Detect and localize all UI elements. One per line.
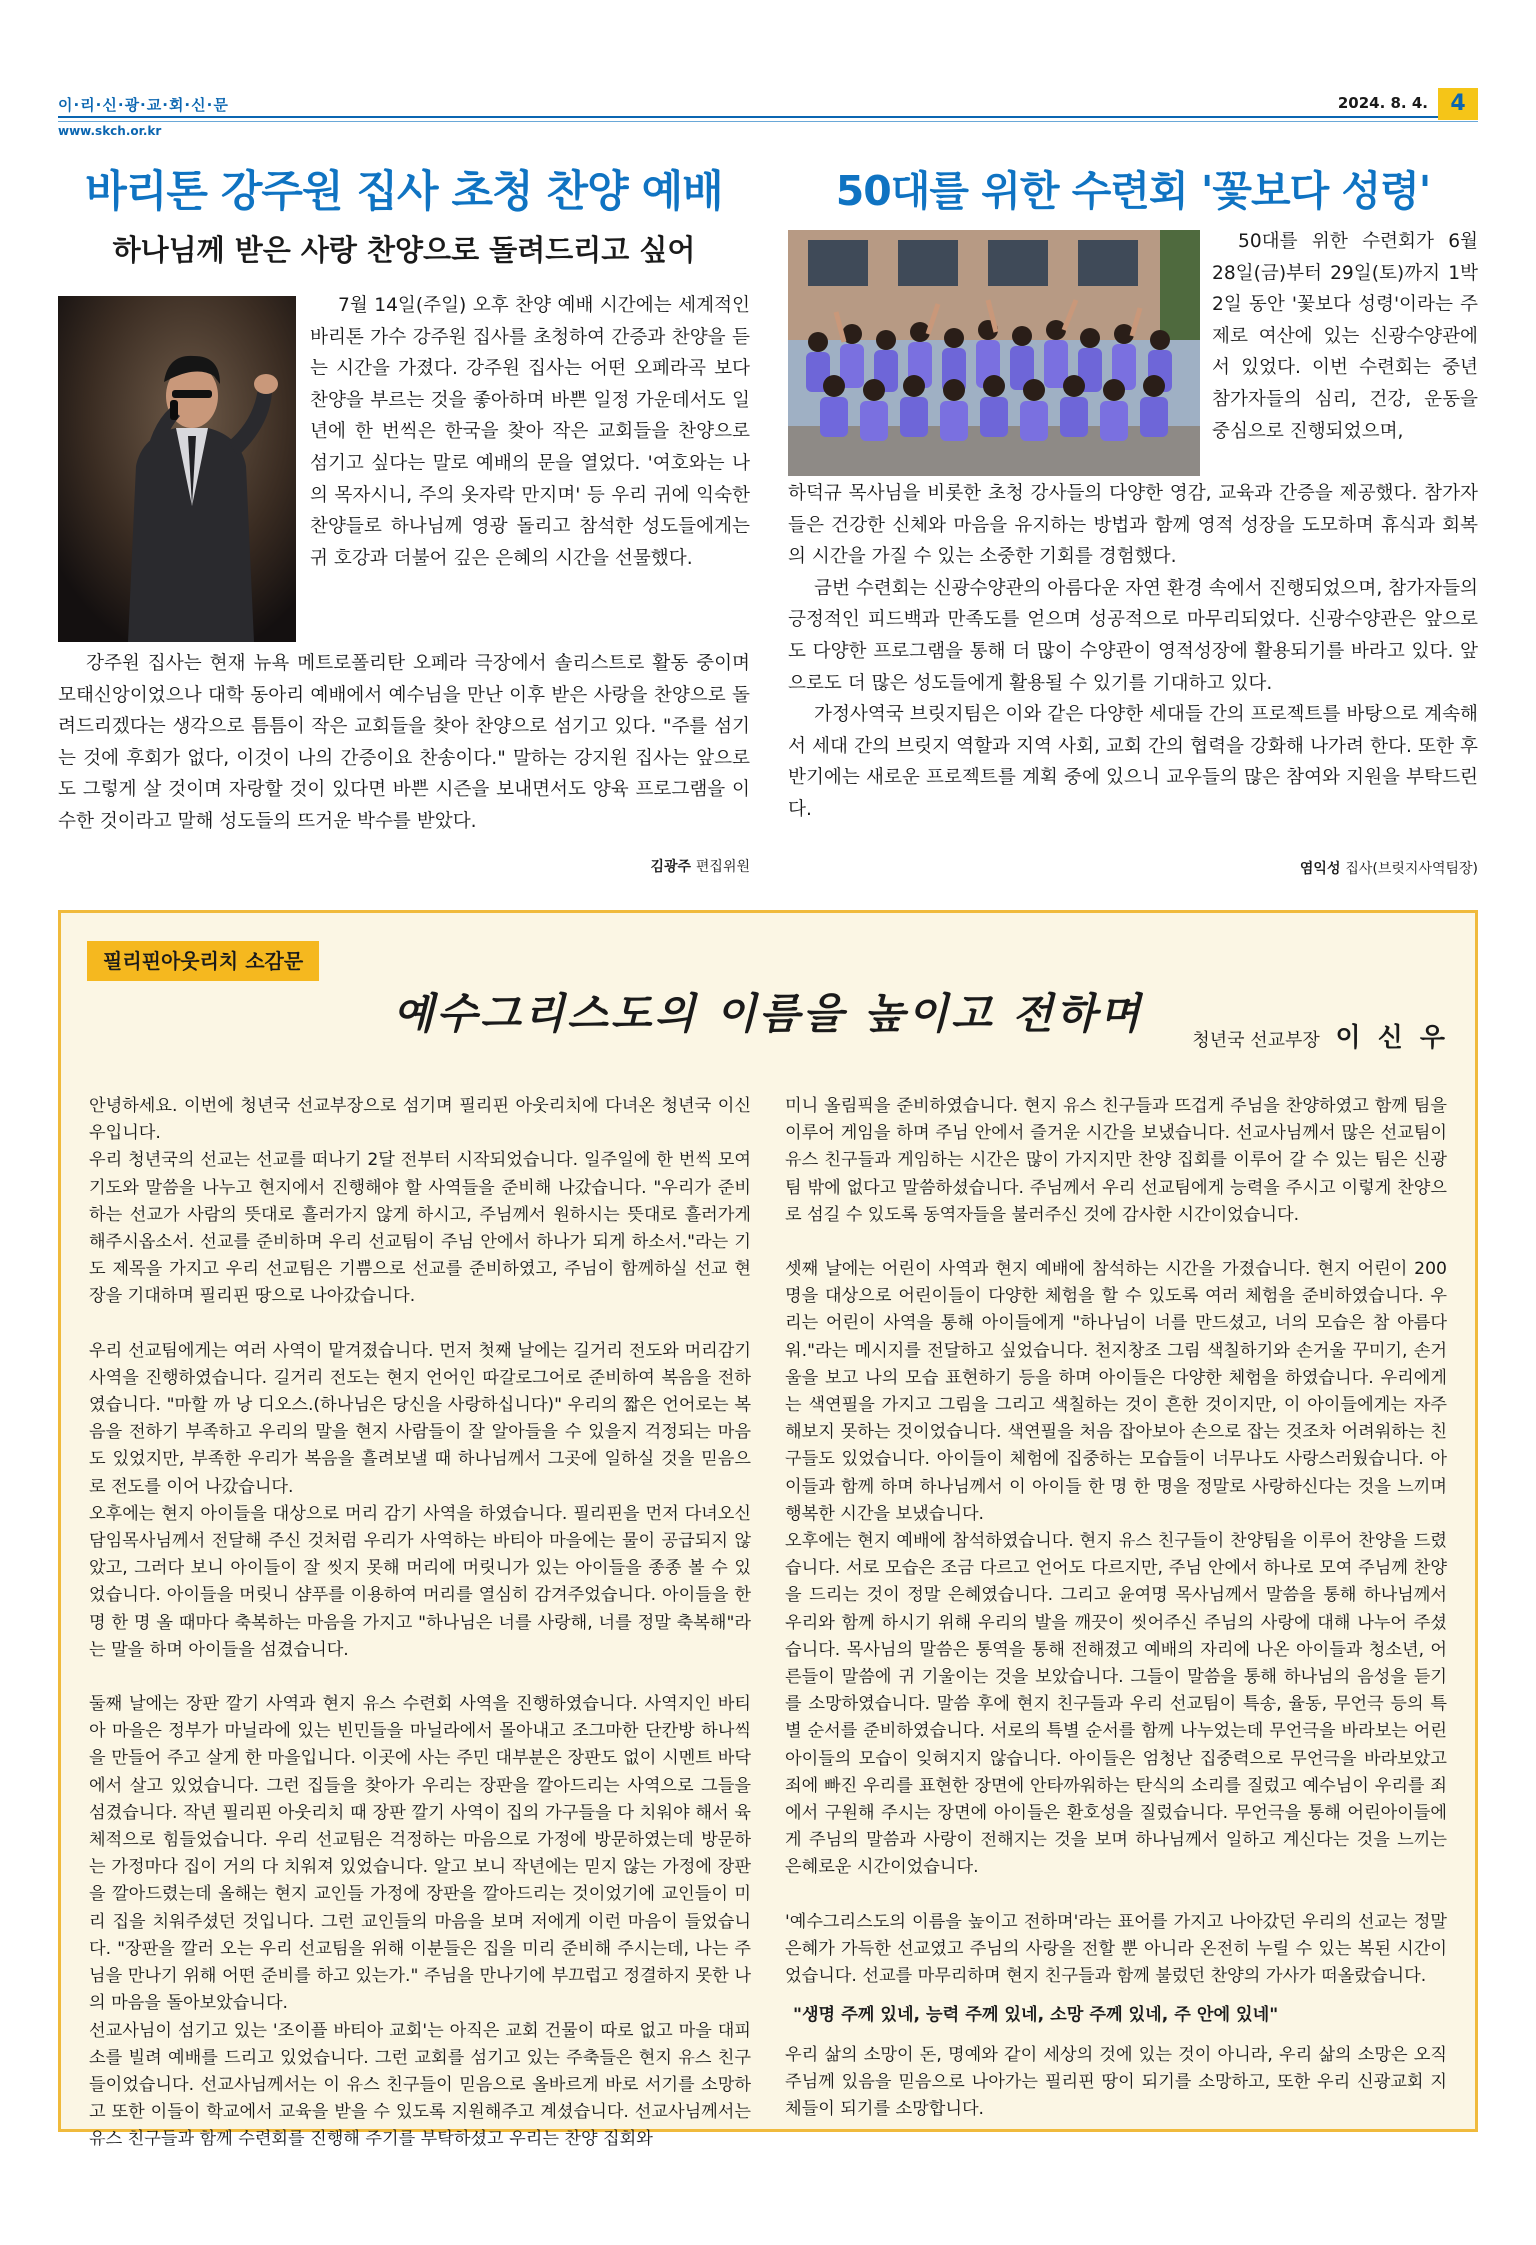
paragraph: 미니 올림픽을 준비하였습니다. 현지 유스 친구들과 뜨겁게 주님을 찬양하였고 함께 팀을 이루어 게임을 하며 주님 안에서 즐거운 시간을 보냈습니다. 선교사님께서 많은 선교팀이 유스 친구들과 게임하는 시간은 많이 가지지만 찬양 집회를 이루어 갈 수 있는 팀은 신광팀 밖에 없다고 말씀하셨습니다. 주님께서 우리 선교팀에게 능력을 주시고 이렇게 찬양으로 섬길 수 있도록 동역자들을 불러주신 것에 감사한 시간이었습니다. bbox=[785, 1096, 1447, 1225]
paragraph: 우리 청년국의 선교는 선교를 떠나기 2달 전부터 시작되었습니다. 일주일에 한 번씩 모여 기도와 말씀을 나누고 현지에서 진행해야 할 사역들을 준비해 나갔습니다. "우리가 준비하는 선교가 사람의 뜻대로 흘러가지 않게 하시고, 주님께서 원하시는 뜻대로 흘러가게 해주시옵소서. 선교를 준비하며 우리 선교팀이 주님 안에서 하나가 되게 하소서."라는 기도 제목을 가지고 우리 선교팀은 기쁨으로 선교를 준비하였고, 주님이 함께하실 선교 현장을 기대하며 필리핀 땅으로 나아갔습니다. bbox=[89, 1150, 751, 1307]
paragraph: 오후에는 현지 아이들을 대상으로 머리 감기 사역을 하였습니다. 필리핀을 먼저 다녀오신 담임목사님께서 전달해 주신 것처럼 우리가 사역하는 바티아 마을에는 물이 공급되지 않았고, 그러다 보니 아이들이 잘 씻지 못해 머리에 머릿니가 있는 아이들을 종종 볼 수 있었습니다. 아이들을 머릿니 샴푸를 이용하여 머리를 열심히 감겨주었습니다. 아이들을 한 명 한 명 올 때마다 축복하는 마음을 가지고 "하나님은 너를 사랑해, 너를 정말 축복해"라는 말을 하며 아이들을 섬겼습니다. bbox=[89, 1503, 751, 1660]
paragraph: 7월 14일(주일) 오후 찬양 예배 시간에는 세계적인 바리톤 가수 강주원 집사를 초청하여 간증과 찬양을 듣는 시간을 가졌다. 강주원 집사는 어떤 오페라곡 보다 찬양을 부르는 것을 좋아하며 바쁜 일정 가운데서도 일 년에 한 번씩은 한국을 찾아 작은 교회들을 찬양으로 섬기고 싶다는 말로 예배의 문을 열었다. '여호와는 나의 목자시니, 주의 옷자락 만지며' 등 우리 귀에 익숙한 찬양들로 하나님께 영광 돌리고 참석한 성도들에게는 귀 호강과 더불어 깊은 은혜의 시간을 선물했다. bbox=[310, 295, 750, 569]
baritone-singing-photo bbox=[58, 296, 296, 642]
testimony-title: 예수그리스도의 이름을 높이고 전하며 bbox=[392, 989, 1144, 1038]
hymn-quote: "생명 주께 있네, 능력 주께 있네, 소망 주께 있네, 주 안에 있네" bbox=[793, 2005, 1279, 2026]
article-body-continued bbox=[788, 478, 1478, 826]
byline-name: 염익성 bbox=[1299, 861, 1341, 877]
author-name: 이 신 우 bbox=[1335, 1023, 1449, 1053]
testimony-column-right bbox=[785, 1093, 1447, 2123]
article-body-continued bbox=[58, 648, 750, 838]
masthead-rule-thin bbox=[58, 121, 1478, 122]
author-role: 청년국 선교부장 bbox=[1192, 1030, 1320, 1051]
byline-role: 집사(브릿지사역팀장) bbox=[1345, 861, 1478, 877]
article-50s-retreat bbox=[788, 150, 1478, 890]
paragraph: 하덕규 목사님을 비롯한 초청 강사들의 다양한 영감, 교육과 간증을 제공했다. 참가자들은 건강한 신체와 마음을 유지하는 방법과 함께 영적 성장을 도모하며 휴식과 회복의 시간을 가질 수 있는 소중한 기회를 경험했다. bbox=[788, 483, 1478, 568]
newspaper-name: 이·리·신·광·교·회·신·문 bbox=[58, 96, 229, 114]
article-byline bbox=[650, 856, 750, 876]
retreat-group-photo bbox=[788, 230, 1200, 476]
singer-photo bbox=[58, 296, 296, 642]
article-body-intro bbox=[1212, 226, 1478, 447]
paragraph: 금번 수련회는 신광수양관의 아름다운 자연 환경 속에서 진행되었으며, 참가자들의 긍정적인 피드백과 만족도를 얻으며 성공적으로 마무리되었다. 신광수양관은 앞으로도 다양한 프로그램을 통해 더 많이 수양관이 영적성장에 활용되기를 바라고 있다. 앞으로도 더 많은 성도들에게 활용될 수 있기를 기대하고 있다. bbox=[788, 577, 1478, 694]
masthead-rule bbox=[58, 116, 1478, 118]
paragraph: 안녕하세요. 이번에 청년국 선교부장으로 섬기며 필리핀 아웃리치에 다녀온 청년국 이신우입니다. bbox=[89, 1096, 751, 1144]
masthead bbox=[58, 92, 1478, 142]
article-baritone-worship bbox=[58, 150, 750, 890]
issue-date: 2024. 8. 4. bbox=[1337, 94, 1428, 112]
paragraph: '예수그리스도의 이름을 높이고 전하며'라는 표어를 가지고 나아갔던 우리의 선교는 정말 은혜가 가득한 선교였고 주님의 사랑을 전할 뿐 아니라 온전히 누릴 수 있는 복된 시간이었습니다. 선교를 마무리하며 현지 친구들과 함께 불렀던 찬양의 가사가 떠올랐습니다. bbox=[785, 1911, 1447, 1987]
paragraph: 우리 선교팀에게는 여러 사역이 맡겨졌습니다. 먼저 첫째 날에는 길거리 전도와 머리감기 사역을 진행하였습니다. 길거리 전도는 현지 언어인 따갈로그어로 준비하여 복음을 전하였습니다. "마할 까 낭 디오스.(하나님은 당신을 사랑하십니다)" 우리의 짧은 언어로는 복음을 전하기 부족하고 우리의 말을 현지 사람들이 잘 알아들을 수 있을지 걱정되는 마음도 있었지만, 부족한 우리가 복음을 흘려보낼 때 하나님께서 그곳에 일하실 것을 믿음으로 전도를 이어 나갔습니다. bbox=[89, 1340, 751, 1497]
article-byline bbox=[1300, 858, 1478, 878]
paragraph: 강주원 집사는 현재 뉴욕 메트로폴리탄 오페라 극장에서 솔리스트로 활동 중이며 모태신앙이었으나 대학 동아리 예배에서 예수님을 만난 이후 받은 사랑을 찬양으로 돌려드리겠다는 생각으로 틈틈이 작은 교회들을 찾아 찬양으로 섬기고 있다. "주를 섬기는 것에 후회가 없다, 이것이 나의 간증이요 찬송이다." 말하는 강지원 집사는 앞으로도 그렇게 살 것이며 자랑할 것이 있다면 바쁜 시즌을 보내면서도 양육 프로그램을 이수한 것이라고 말해 성도들의 뜨거운 박수를 받았다. bbox=[58, 653, 750, 832]
group-photo bbox=[788, 230, 1200, 476]
paragraph: 50대를 위한 수련회가 6월 28일(금)부터 29일(토)까지 1박 2일 동안 '꽃보다 성령'이라는 주제로 여산에 있는 신광수양관에서 있었다. 이번 수련회는 중년 참가자들의 심리, 건강, 운동을 중심으로 진행되었으며, bbox=[1212, 231, 1478, 442]
paragraph: 선교사님이 섬기고 있는 '조이플 바티아 교회'는 아직은 교회 건물이 따로 없고 마을 대피소를 빌려 예배를 드리고 있었습니다. 그런 교회를 섬기고 있는 주축들은 현지 유스 친구들이었습니다. 선교사님께서는 이 유스 친구들이 믿음으로 올바르게 바로 서기를 소망하고 또한 이들이 학교에서 교육을 받을 수 있도록 지원해주고 계셨습니다. 선교사님께서는 유스 친구들과 함께 수련회를 진행해 주기를 부탁하셨고 우리는 찬양 집회와 bbox=[89, 2020, 751, 2150]
article-body-intro bbox=[310, 290, 750, 574]
article-subtitle: 하나님께 받은 사랑 찬양으로 돌려드리고 싶어 bbox=[112, 233, 696, 267]
section-tag: 필리핀아웃리치 소감문 bbox=[87, 941, 319, 981]
testimony-author bbox=[1192, 1017, 1449, 1054]
byline-name: 김광주 bbox=[650, 859, 692, 875]
paragraph: 셋째 날에는 어린이 사역과 현지 예배에 참석하는 시간을 가졌습니다. 현지 어린이 200명을 대상으로 어린이들이 다양한 체험을 할 수 있도록 여러 체험을 준비하였습니다. 우리는 어린이 사역을 통해 아이들에게 "하나님이 너를 만드셨고, 너의 모습은 참 아름다워."라는 메시지를 전달하고 싶었습니다. 천지창조 그림 색칠하기와 손거울 꾸미기, 손거울을 보고 나의 모습 표현하기 등을 하며 아이들은 다양한 체험을 하였습니다. 우리에게는 색연필을 가지고 그림을 그리고 색칠하는 것이 흔한 것이지만, 이 아이들에게는 자주 해보지 못하는 것이었습니다. 색연필을 처음 잡아보아 손으로 잡는 것조차 어려워하는 친구들도 있었습니다. 아이들이 체험에 집중하는 모습들이 너무나도 사랑스러웠습니다. 아이들과 함께 하며 하나님께서 이 아이들 한 명 한 명을 정말로 사랑하신다는 것을 느끼며 행복한 시간을 보냈습니다. bbox=[785, 1259, 1447, 1524]
article-title: 바리톤 강주원 집사 초청 찬양 예배 bbox=[85, 167, 723, 217]
article-title: 50대를 위한 수련회 '꽃보다 성령' bbox=[835, 167, 1431, 215]
paragraph: 둘째 날에는 장판 깔기 사역과 현지 유스 수련회 사역을 진행하였습니다. 사역지인 바티아 마을은 정부가 마닐라에 있는 빈민들을 마닐라에서 몰아내고 조그마한 단칸방 하나씩을 만들어 주고 살게 한 마을입니다. 이곳에 사는 주민 대부분은 장판도 없이 시멘트 바닥에서 살고 있었습니다. 그런 집들을 찾아가 우리는 장판을 깔아드리는 사역으로 그들을 섬겼습니다. 작년 필리핀 아웃리치 때 장판 깔기 사역이 집의 가구들을 다 치워야 해서 육체적으로 힘들었습니다. 우리 선교팀은 걱정하는 마음으로 가정에 방문하였는데 방문하는 가정마다 집이 거의 다 치워져 있었습니다. 알고 보니 작년에는 믿지 않는 가정에 장판을 깔아드렸는데 올해는 현지 교인들 가정에 장판을 깔아드리는 것이었기에 교인들이 미리 집을 치워주셨던 것입니다. 그런 교인들의 마음을 보며 저에게 이런 마음이 들었습니다. "장판을 깔러 오는 우리 선교팀을 위해 이분들은 집을 미리 준비해 주시는데, 나는 주님을 만나기 위해 어떤 준비를 하고 있는가." 주님을 만나기에 부끄럽고 정결하지 못한 나의 마음을 돌아보았습니다. bbox=[89, 1694, 751, 2014]
page-number-badge: 4 bbox=[1438, 88, 1478, 120]
paragraph: 우리 삶의 소망이 돈, 명예와 같이 세상의 것에 있는 것이 아니라, 우리 삶의 소망은 오직 주님께 있음을 믿음으로 나아가는 필리핀 땅이 되기를 소망하고, 또한 우리 신광교회 지체들이 되기를 소망합니다. bbox=[785, 2044, 1447, 2119]
paragraph: 오후에는 현지 예배에 참석하였습니다. 현지 유스 친구들이 찬양팀을 이루어 찬양을 드렸습니다. 서로 모습은 조금 다르고 언어도 다르지만, 주님 안에서 하나로 모여 주님께 찬양을 드리는 것이 정말 은혜였습니다. 그리고 윤여명 목사님께서 말씀을 통해 하나님께서 우리와 함께 하시기 위해 우리의 발을 깨끗이 씻어주신 주님의 사랑에 대해 나누어 주셨습니다. 목사님의 말씀은 통역을 통해 전해졌고 예배의 자리에 나온 아이들과 청소년, 어른들이 말씀에 귀 기울이는 것을 보았습니다. 그들이 말씀을 통해 하나님의 음성을 듣기를 소망하였습니다. 말씀 후에 현지 친구들과 우리 선교팀이 특송, 율동, 무언극 등의 특별 순서를 준비하였습니다. 서로의 특별 순서를 함께 나누었는데 무언극을 바라보는 어린아이들의 모습이 잊혀지지 않습니다. 아이들은 엄청난 집중력으로 무언극을 바라보았고 죄에 빠진 우리를 표현한 장면에 안타까워하는 탄식의 소리를 질렀고 예수님이 우리를 죄에서 구원해 주시는 장면에 아이들은 환호성을 질렀습니다. 무언극을 통해 어린아이들에게 주님의 말씀과 사랑이 전해지는 것을 보며 하나님께서 일하고 계신다는 것을 느끼는 은혜로운 시간이었습니다. bbox=[785, 1531, 1447, 1878]
testimony-column-left bbox=[89, 1093, 751, 2154]
byline-role: 편집위원 bbox=[695, 859, 750, 875]
paragraph: 가정사역국 브릿지팀은 이와 같은 다양한 세대들 간의 프로젝트를 바탕으로 계속해서 세대 간의 브릿지 역할과 지역 사회, 교회 간의 협력을 강화해 나가려 한다. 또한 후반기에는 새로운 프로젝트를 계획 중에 있으니 교우들의 많은 참여와 지원을 부탁드린다. bbox=[788, 704, 1478, 820]
outreach-testimony-box bbox=[58, 910, 1478, 2150]
website-link[interactable]: www.skch.or.kr bbox=[58, 124, 162, 138]
